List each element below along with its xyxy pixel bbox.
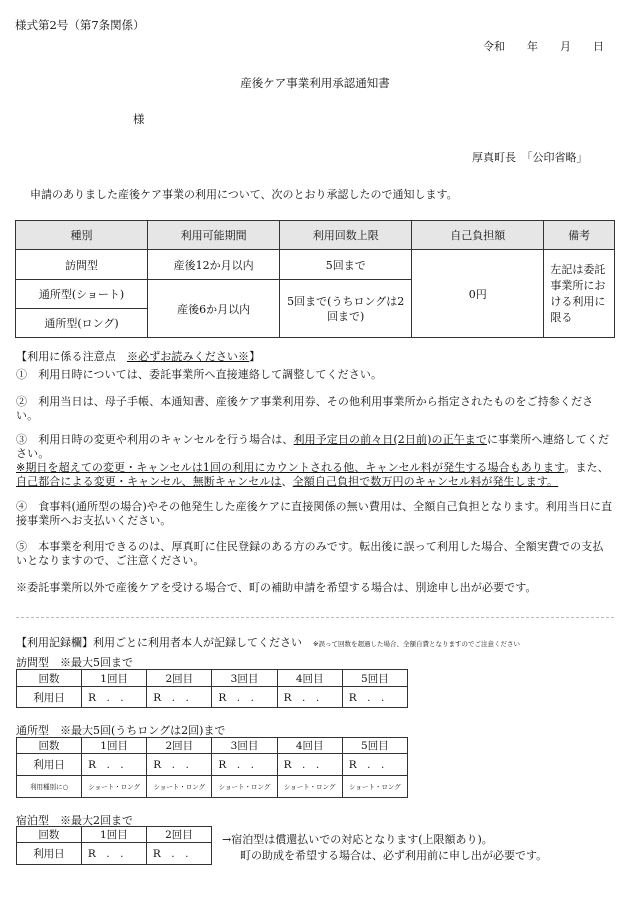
count-label: 回数 — [17, 738, 82, 754]
date-entry-cell[interactable]: R . . — [81, 843, 146, 865]
daycare-record-table — [16, 737, 408, 798]
note-item-5: ⑤ 本事業を利用できるのは、厚真町に住民登録のある方のみです。転出後に誤って利用した場合、全額実費での支払いとなりますので、ご注意ください。 — [16, 540, 604, 567]
date-entry-cell[interactable]: R . . — [147, 754, 212, 776]
table-row — [17, 754, 408, 776]
date-entry-cell[interactable]: R . . — [277, 687, 342, 708]
kind-choice-cell[interactable]: ショート・ロング — [212, 776, 277, 798]
date-line: 令和 年 月 日 — [483, 40, 604, 53]
note-item-6: ※委託事業所以外で産後ケアを受ける場合で、町の補助申請を希望する場合は、別途申し出が必要です。 — [16, 581, 537, 594]
date-entry-cell[interactable]: R . . — [82, 754, 147, 776]
date-label: 利用日 — [17, 687, 82, 708]
header-period: 利用可能期間 — [148, 221, 280, 250]
table-row — [16, 250, 615, 280]
table-row — [17, 738, 408, 754]
session-header: 1回目 — [81, 827, 146, 843]
limit-cell: 5回まで — [280, 250, 412, 280]
date-label: 利用日 — [17, 754, 82, 776]
session-header: 2回目 — [146, 827, 211, 843]
count-label: 回数 — [17, 670, 82, 687]
session-header: 4回目 — [277, 738, 342, 754]
notes-heading: 【利用に係る注意点 ※必ずお読みください※】 — [16, 350, 261, 363]
date-entry-cell[interactable]: R . . — [147, 687, 212, 708]
kind-label: 利用種別に○ — [17, 776, 82, 798]
count-label: 回数 — [17, 827, 82, 843]
kind-choice-cell[interactable]: ショート・ロング — [82, 776, 147, 798]
note-cell: 左記は委託事業所における利用に限る — [544, 250, 615, 338]
document-title: 産後ケア事業利用承認通知書 — [240, 76, 390, 90]
note-item-2: ② 利用当日は、母子手帳、本通知書、産後ケア事業利用券、その他利用事業所から指定されたものをご持参ください。 — [16, 395, 594, 422]
visit-record-table — [16, 669, 408, 708]
header-type: 種別 — [16, 221, 148, 250]
kind-choice-cell[interactable]: ショート・ロング — [342, 776, 407, 798]
stay-type-title: 宿泊型 ※最大2回まで — [16, 814, 133, 827]
approval-table-header — [16, 221, 615, 250]
note-item-3: ③ 利用日時の変更や利用のキャンセルを行う場合は、利用予定日の前々日(2日前)の正午までに事業所へ連絡してください。 ※期日を超えての変更・キャンセルは1回の利用にカウントされる他、キャンセル料が発生する場合もあります。また、自己都合による変更・キャンセル、無断キャンセルは、全額自己負担で数万円のキャンセル料が発生します。 — [16, 433, 610, 488]
visit-type-title: 訪問型 ※最大5回まで — [16, 656, 133, 669]
date-entry-cell[interactable]: R . . — [342, 687, 407, 708]
table-row — [17, 843, 212, 865]
session-header: 3回目 — [212, 670, 277, 687]
recipient-honorific: 様 — [133, 112, 145, 126]
date-entry-cell[interactable]: R . . — [82, 687, 147, 708]
session-header: 2回目 — [147, 738, 212, 754]
type-cell: 通所型(ショート) — [16, 280, 148, 309]
copay-cell: 0円 — [412, 250, 544, 338]
date-label: 利用日 — [17, 843, 82, 865]
type-cell: 訪問型 — [16, 250, 148, 280]
date-entry-cell[interactable]: R . . — [146, 843, 211, 865]
stay-note-1: →宿泊型は償還払いでの対応となります(上限額あり)。 — [222, 833, 493, 846]
record-heading: 【利用記録欄】利用ごとに利用者本人が記録してください ※誤って回数を超過した場合、全額自費となりますのでご注意ください — [16, 636, 520, 649]
type-cell: 通所型(ロング) — [16, 309, 148, 338]
session-header: 3回目 — [212, 738, 277, 754]
session-header: 2回目 — [147, 670, 212, 687]
period-cell: 産後6か月以内 — [148, 280, 280, 338]
table-row — [17, 670, 408, 687]
limit-cell: 5回まで(うちロングは2回まで) — [280, 280, 412, 338]
table-row — [17, 776, 408, 798]
session-header: 5回目 — [342, 738, 407, 754]
session-header: 5回目 — [342, 670, 407, 687]
section-divider — [16, 617, 614, 618]
form-number: 様式第2号（第7条関係） — [15, 18, 145, 32]
note-item-1: ① 利用日時については、委託事業所へ直接連絡して調整してください。 — [16, 368, 383, 381]
date-entry-cell[interactable]: R . . — [212, 687, 277, 708]
header-limit: 利用回数上限 — [280, 221, 412, 250]
date-entry-cell[interactable]: R . . — [212, 754, 277, 776]
period-cell: 産後12か月以内 — [148, 250, 280, 280]
intro-text: 申請のありました産後ケア事業の利用について、次のとおり承認したので通知します。 — [30, 188, 458, 201]
kind-choice-cell[interactable]: ショート・ロング — [277, 776, 342, 798]
session-header: 4回目 — [277, 670, 342, 687]
approval-table — [15, 220, 615, 338]
session-header: 1回目 — [82, 738, 147, 754]
date-entry-cell[interactable]: R . . — [342, 754, 407, 776]
header-note: 備考 — [544, 221, 615, 250]
kind-choice-cell[interactable]: ショート・ロング — [147, 776, 212, 798]
session-header: 1回目 — [82, 670, 147, 687]
issuer-line: 厚真町長 「公印省略」 — [472, 151, 588, 164]
stay-record-table — [16, 826, 212, 865]
note-item-4: ④ 食事料(通所型の場合)やその他発生した産後ケアに直接関係の無い費用は、全額自己負担となります。利用当日に直接事業所へお支払いください。 — [16, 500, 613, 527]
header-copay: 自己負担額 — [412, 221, 544, 250]
table-row — [17, 687, 408, 708]
date-entry-cell[interactable]: R . . — [277, 754, 342, 776]
daycare-type-title: 通所型 ※最大5回(うちロングは2回)まで — [16, 724, 226, 737]
table-row — [17, 827, 212, 843]
stay-note-2: 町の助成を希望する場合は、必ず利用前に申し出が必要です。 — [240, 849, 548, 862]
